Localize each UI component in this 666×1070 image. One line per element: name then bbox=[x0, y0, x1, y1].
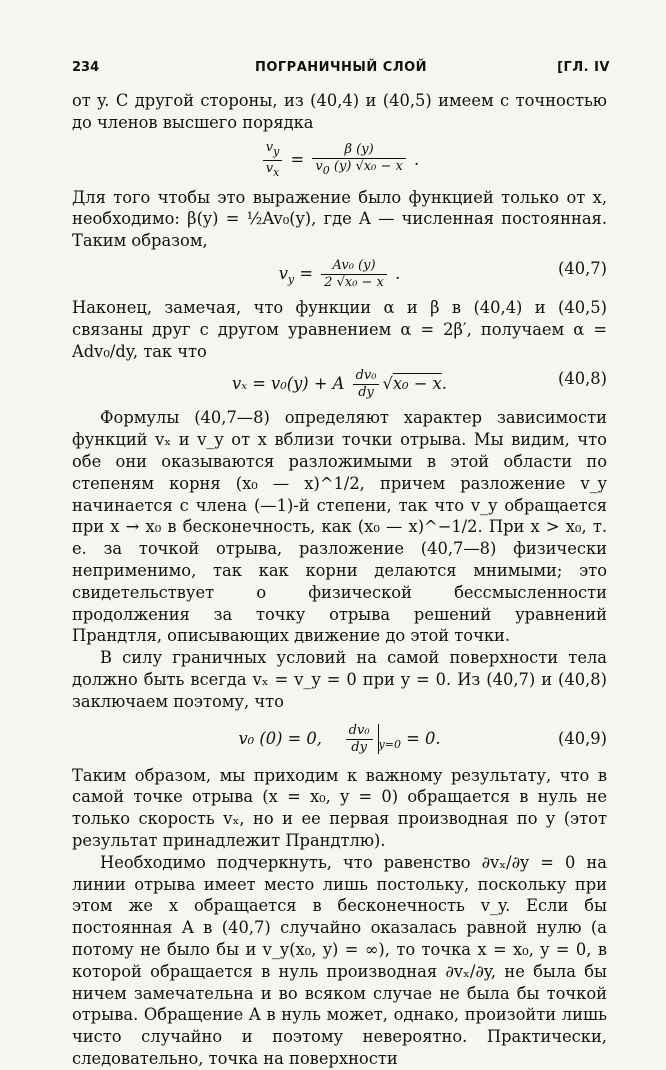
equation-40-8: vₓ = v₀(y) + A $\frac{\text{dv₀}}{dy}$ √x₀ − x. (40,8) bbox=[232, 368, 607, 401]
ratio-rhs: $\frac{\beta (y)}{v_0 (y) √x_0 - x}$ bbox=[312, 142, 405, 179]
paragraph-4: Формулы (40,7—8) определяют характер зависимости функций vₓ и v_y от x вблизи точки отрыва. Мы видим, что обе они оказываются разложимыми в этой области по степеням корня (x₀ — x)^1/2, причем разложение v_y начинается с члена (—1)-й степени, так что v_y обращается при x → x₀ в бесконечность, как (x₀ — x)^−1/2. При x > x₀, т. е. за точкой отрыва, разложение (40,7—8) физически неприменимо, так как корни делаются мнимыми; это свидетельствует о физической бессмысленности продолжения за точку отрыва решений уравнений Прандтля, описывающих движение до этой точки. bbox=[72, 408, 607, 646]
equation-40-7: $v_y$ = $\frac{\text{Av₀ (y)}}{\text{2 √x₀ − x}}$ . (40,7) bbox=[278, 257, 607, 290]
paragraph-1: от y. С другой стороны, из (40,4) и (40,5) имеем с точностью до членов высшего порядка bbox=[72, 91, 607, 132]
equation-number: (40,9) bbox=[558, 728, 607, 748]
equation-ratio: $\frac{v_y}{v_x}$ = $\frac{\beta (y)}{v_0 (y) √x_0 - x}$ . bbox=[72, 140, 607, 181]
chapter-title: ПОГРАНИЧНЫЙ СЛОЙ bbox=[254, 60, 428, 75]
paragraph-3: Наконец, замечая, что функции α и β в (40,4) и (40,5) связаны друг с другом уравнением α = 2β′, получаем α = Adv₀/dy, так что bbox=[72, 297, 607, 361]
paragraph-6: Таким образом, мы приходим к важному результату, что в самой точке отрыва (x = x₀, y = 0) обращается в нуль не только скорость vₓ, но и ее первая производная по y (этот результат принадлежит Прандтлю). bbox=[72, 765, 607, 850]
equation-number: (40,8) bbox=[558, 369, 607, 389]
equation-40-9: v₀ (0) = 0, $\frac{\text{dv₀}}{dy}$ $_{y=0}$ = 0. (40,9) bbox=[72, 719, 607, 759]
page-body bbox=[72, 90, 607, 1070]
chapter-label: [ГЛ. IV bbox=[557, 60, 610, 75]
page-number: 234 bbox=[72, 60, 100, 75]
paragraph-7: Необходимо подчеркнуть, что равенство ∂vₓ/∂y = 0 на линии отрыва имеет место лишь постольку, поскольку при этом же x обращается в бесконечность v_y. Если бы постоянная A в (40,7) случайно оказалась равной нулю (а потому не было бы и v_y(x₀, y) = ∞), то точка x = x₀, y = 0, в которой обращается в нуль производная ∂vₓ/∂y, не была бы ничем замечательна и во всяком случае не была бы точкой отрыва. Обращение A в нуль может, однако, произойти лишь чисто случайно и поэтому невероятно. Практически, следовательно, точка на поверхности bbox=[72, 852, 607, 1068]
ratio-lhs: $\frac{v_y}{v_x}$ bbox=[263, 140, 283, 181]
equation-number: (40,7) bbox=[558, 258, 607, 278]
paragraph-2: Для того чтобы это выражение было функцией только от x, необходимо: β(y) = ½Av₀(y), где A — численная постоянная. Таким образом, bbox=[72, 187, 607, 251]
paragraph-5: В силу граничных условий на самой поверхности тела должно быть всегда vₓ = v_y = 0 при y = 0. Из (40,7) и (40,8) заключаем поэтому, что bbox=[72, 648, 607, 711]
